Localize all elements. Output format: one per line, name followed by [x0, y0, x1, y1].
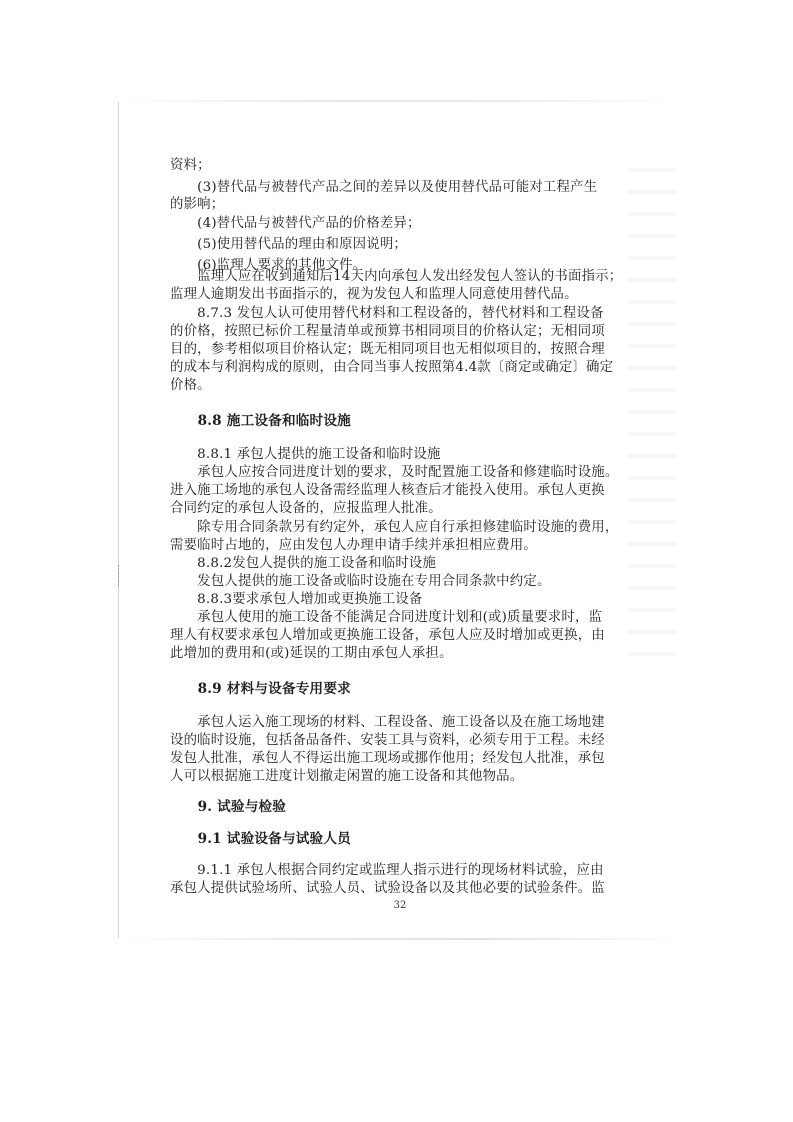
body-line: 承包人提供试验场所、试验人员、试验设备以及其他必要的试验条件。监 [170, 881, 605, 896]
body-line: 发包人提供的施工设备或临时设施在专用合同条款中约定。 [170, 574, 551, 589]
section-heading: 9.1 试验设备与试验人员 [170, 831, 351, 847]
page-bottom-edge [118, 938, 678, 940]
body-line: 人可以根据施工进度计划撤走闲置的施工设备和其他物品。 [170, 769, 524, 784]
body-line: 除专用合同条款另有约定外，承包人应自行承担修建临时设施的费用， [170, 520, 619, 535]
body-line: 价格。 [170, 378, 211, 393]
body-line: 发包人批准，承包人不得运出施工现场或挪作他用；经发包人批准，承包 [170, 751, 605, 766]
binding-marks [118, 565, 122, 587]
section-heading: 8.9 材料与设备专用要求 [170, 681, 351, 697]
body-line: (3)替代品与被替代产品之间的差异以及使用替代品可能对工程产生 [170, 180, 598, 195]
body-line: 需要临时占地的，应由发包人办理申请手续并承担相应费用。 [170, 538, 537, 553]
body-line: 进入施工场地的承包人设备需经监理人核查后才能投入使用。承包人更换 [170, 483, 605, 498]
body-line: 承包人运入施工现场的材料、工程设备、施工设备以及在施工场地建 [170, 715, 605, 730]
body-line: 资料； [170, 158, 211, 173]
body-line: 的价格，按照已标价工程量清单或预算书相同项目的价格认定；无相同项 [170, 324, 605, 339]
body-line: 8.7.3 发包人认可使用替代材料和工程设备的，替代材料和工程设备 [170, 306, 604, 321]
subsection-heading: 8.8.2发包人提供的施工设备和临时设施 [170, 556, 437, 571]
subsection-heading: 8.8.1 承包人提供的施工设备和临时设施 [170, 447, 441, 462]
body-line: 目的，参考相似项目价格认定；既无相同项目也无相似项目的，按照合理 [170, 342, 605, 357]
body-line: 设的临时设施，包括备品备件、安装工具与资料，必须专用于工程。未经 [170, 733, 605, 748]
body-line: 此增加的费用和(或)延误的工期由承包人承担。 [170, 646, 453, 661]
body-line: 监理人应在收到通知后14天内向承包人发出经发包人签认的书面指示； [170, 269, 623, 284]
body-line: 9.1.1 承包人根据合同约定或监理人指示进行的现场材料试验，应由 [170, 863, 604, 878]
page-top-edge [118, 100, 678, 102]
body-line: (5)使用替代品的理由和原因说明； [170, 237, 408, 252]
body-line: 理人有权要求承包人增加或更换施工设备，承包人应及时增加或更换，由 [170, 628, 605, 643]
body-line: 的成本与利润构成的原则，由合同当事人按照第4.4款〔商定或确定〕确定 [170, 360, 614, 375]
body-line: (4)替代品与被替代产品的价格差异； [170, 216, 421, 231]
body-line: (6)监理人要求的其他文件。 [170, 258, 367, 273]
body-line: 承包人使用的施工设备不能满足合同进度计划和(或)质量要求时，监 [170, 610, 603, 625]
page-number: 32 [393, 900, 407, 911]
body-line: 合同约定的承包人设备的，应报监理人批准。 [170, 501, 442, 516]
body-line: 监理人逾期发出书面指示的，视为发包人和监理人同意使用替代品。 [170, 287, 578, 302]
body-line: 承包人应按合同进度计划的要求，及时配置施工设备和修建临时设施。 [170, 465, 619, 480]
body-line: 的影响； [170, 197, 225, 212]
subsection-heading: 8.8.3要求承包人增加或更换施工设备 [170, 592, 423, 607]
chapter-heading: 9. 试验与检验 [170, 799, 287, 815]
section-heading: 8.8 施工设备和临时设施 [170, 413, 351, 429]
